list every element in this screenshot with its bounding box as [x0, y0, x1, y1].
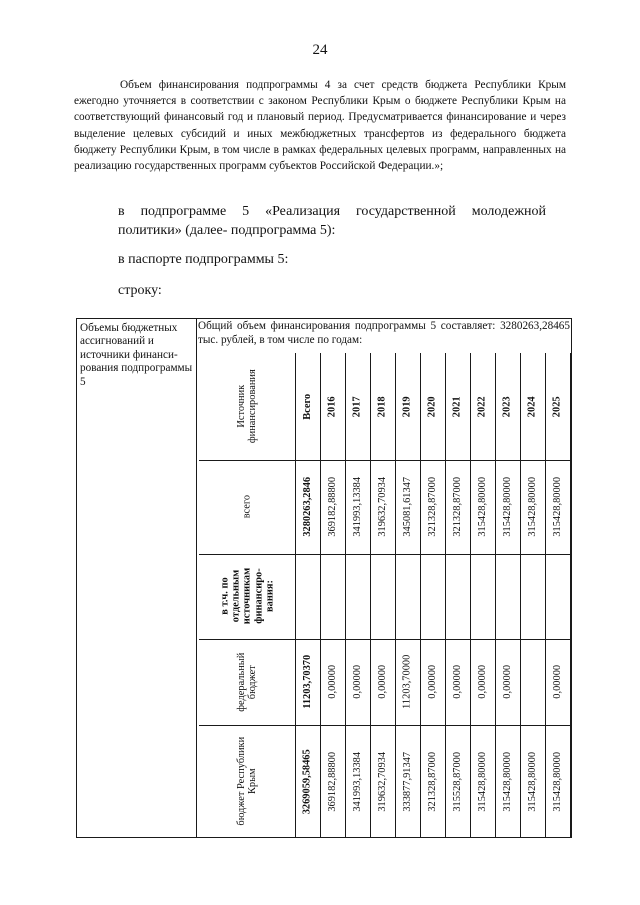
total-value: 321328,87000	[451, 477, 463, 537]
federal-value: 11203,70000	[401, 654, 413, 710]
federal-value	[520, 639, 545, 725]
paragraph-passport: в паспорте подпрограммы 5:	[118, 252, 289, 267]
year-label: Всего	[301, 393, 313, 420]
incl-value	[370, 554, 395, 639]
federal-value: 0,00000	[551, 665, 563, 699]
paragraph-financing-subprogram-4: Объем финансирования подпрограммы 4 за счет средств бюджета Республики Крым ежегодно уточняется в соответствии с законом Республики Крым о бюджете Республики Крым на соответствующий финансовый год и плановый период. Предусматривается финансирование и через выделение целевых субсидий и иных межбюджетных трансфертов из федерального бюджета бюджету Республики Крым, в том числе в рамках федеральных целевых программ, направленных на реализацию государственных программ субъектов Российской Федерации.»;	[74, 79, 566, 173]
federal-value: 0,00000	[451, 665, 463, 699]
total-value: 345081,61347	[401, 477, 413, 537]
regional-value: 315428,80000	[501, 751, 513, 812]
incl-value	[345, 554, 370, 639]
year-label: 2016	[326, 396, 338, 417]
passport-intro: Общий объем финансирования подпрограммы 5 составляет: 3280263,28465 тыс. рублей, в том числе по годам:	[198, 320, 570, 346]
year-label: 2017	[351, 396, 363, 417]
total-value: 315428,80000	[526, 477, 538, 537]
table-column-line	[570, 353, 571, 838]
header-incl-label: в т.ч. по отдельным источникам финансиро-вания:	[218, 568, 275, 625]
year-label: 2020	[426, 396, 438, 417]
regional-value: 315428,80000	[476, 751, 488, 812]
regional-value: 321328,87000	[426, 751, 438, 812]
header-federal	[199, 639, 295, 725]
regional-value: 315428,80000	[526, 751, 538, 812]
year-label: 2024	[526, 396, 538, 417]
paragraph-row: строку:	[118, 283, 162, 298]
incl-value	[320, 554, 345, 639]
federal-value: 0,00000	[426, 665, 438, 699]
year-label: 2021	[451, 396, 463, 417]
regional-value: 315428,80000	[551, 751, 563, 812]
year-label: 2019	[401, 396, 413, 417]
federal-value: 0,00000	[326, 665, 338, 699]
financing-table	[199, 353, 570, 838]
header-incl	[199, 554, 295, 639]
header-total-label: всего	[241, 495, 253, 519]
total-value: 3280263,2846	[301, 477, 313, 537]
regional-value: 333877,91347	[401, 751, 413, 812]
total-value: 315428,80000	[501, 477, 513, 537]
incl-value	[520, 554, 545, 639]
header-source	[199, 353, 295, 460]
header-regional	[199, 725, 295, 838]
header-regional-label: бюджет Республики Крым	[235, 737, 258, 826]
regional-value: 341993,13384	[351, 751, 363, 812]
federal-value: 0,00000	[501, 665, 513, 699]
passport-label: Объемы бюджетных ассигнований и источники финанси-рования подпрограммы 5	[80, 322, 193, 388]
total-value: 315428,80000	[551, 477, 563, 537]
total-value: 319632,70934	[376, 477, 388, 537]
incl-value	[495, 554, 520, 639]
regional-value: 3269059,58465	[301, 749, 313, 814]
total-value: 341993,13384	[351, 477, 363, 537]
incl-value	[545, 554, 570, 639]
federal-value: 0,00000	[376, 665, 388, 699]
year-label: 2018	[376, 396, 388, 417]
passport-column-divider	[196, 318, 197, 838]
paragraph-subprogram-5: в подпрограмме 5 «Реализация государственной молодежной политики» (далее- подпрограмма 5):	[118, 204, 546, 238]
incl-value	[295, 554, 320, 639]
header-total	[199, 460, 295, 554]
year-label: 2022	[476, 396, 488, 417]
federal-value: 0,00000	[351, 665, 363, 699]
incl-value	[470, 554, 495, 639]
year-label: 2025	[551, 396, 563, 417]
total-value: 315428,80000	[476, 477, 488, 537]
total-value: 369182,88800	[326, 477, 338, 537]
regional-value: 319632,70934	[376, 751, 388, 812]
incl-value	[395, 554, 420, 639]
header-federal-label: федеральный бюджет	[235, 652, 258, 712]
federal-value: 11203,70370	[301, 655, 313, 709]
total-value: 321328,87000	[426, 477, 438, 537]
year-label: 2023	[501, 396, 513, 417]
header-source-label: Источник финансирования	[235, 369, 258, 444]
federal-value: 0,00000	[476, 665, 488, 699]
page-number: 24	[312, 42, 328, 58]
incl-value	[420, 554, 445, 639]
incl-value	[445, 554, 470, 639]
regional-value: 315528,87000	[451, 751, 463, 812]
regional-value: 369182,88800	[326, 751, 338, 812]
